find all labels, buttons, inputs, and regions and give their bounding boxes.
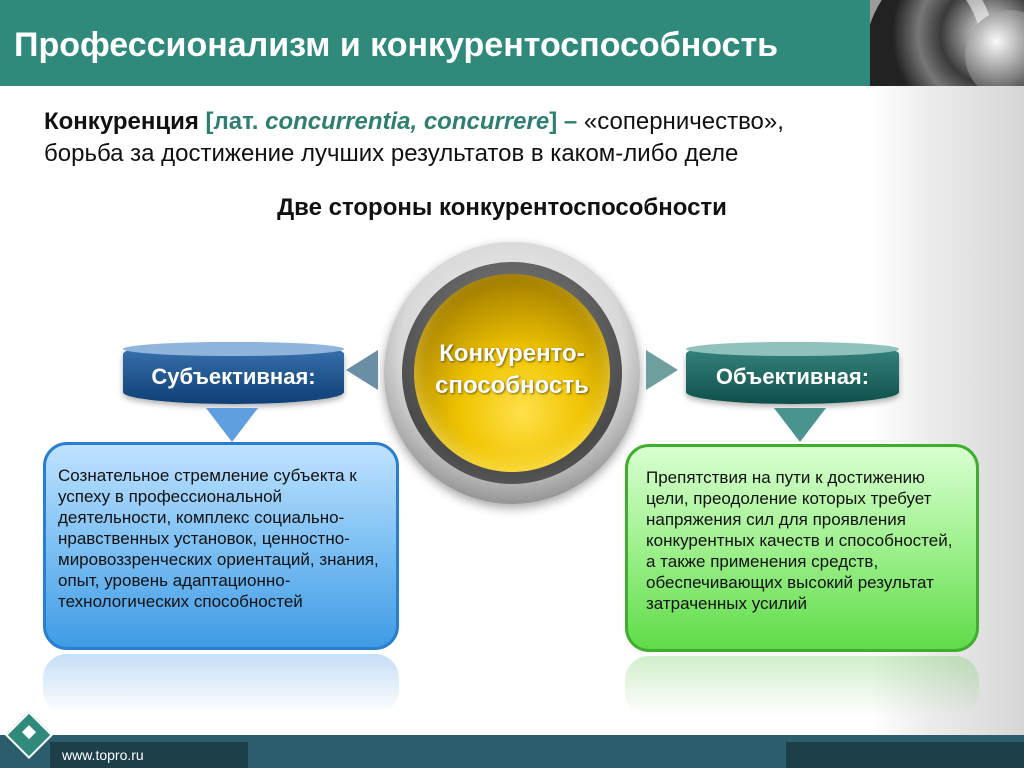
definition-text: [44, 106, 864, 170]
definition-meaning-1: «соперничество»,: [577, 108, 784, 135]
subjective-reflection: [43, 654, 399, 714]
header-photo: [870, 0, 1024, 86]
center-label-line1: Конкуренто-: [439, 340, 585, 367]
objective-header: [686, 342, 899, 404]
subjective-description: Сознательное стремление субъекта к успеху в профессиональной деятельности, комплекс социально-нравственных установок, ценностно-мировоззренческих ориентаций, знания, опыт, уровень адаптационно-технологических способностей: [43, 442, 399, 650]
definition-lat-open: [лат.: [198, 108, 266, 135]
header-bar: [0, 0, 870, 86]
footer-url[interactable]: www.topro.ru: [62, 747, 144, 763]
center-label-line2: способность: [435, 372, 589, 399]
arrow-down-icon: [206, 408, 258, 442]
page-title: Профессионализм и конкурентоспособность: [14, 26, 779, 64]
definition-lat-words: concurrentia, concurrere: [265, 108, 550, 135]
center-label: [414, 338, 610, 402]
arrow-right-icon: [646, 350, 678, 390]
objective-label: Объективная:: [715, 364, 870, 389]
definition-lat-close: ] –: [549, 108, 578, 135]
definition-meaning-2: борьба за достижение лучших результатов в каком-либо деле: [44, 140, 739, 167]
objective-reflection: [625, 656, 979, 716]
objective-description: Препятствия на пути к достижению цели, преодоление которых требует напряжения сил для проявления конкурентных качеств и способностей, а также применения средств, обеспечивающих высокий результат затраченных усилий: [625, 444, 979, 652]
arrow-left-icon: [346, 350, 378, 390]
subjective-label: Субъективная:: [151, 364, 316, 389]
definition-term: Конкуренция: [44, 108, 199, 135]
footer-right-block: [786, 742, 1024, 768]
subjective-header: [123, 342, 344, 404]
arrow-down-icon: [774, 408, 826, 442]
section-subtitle: Две стороны конкурентоспособности: [277, 194, 727, 221]
